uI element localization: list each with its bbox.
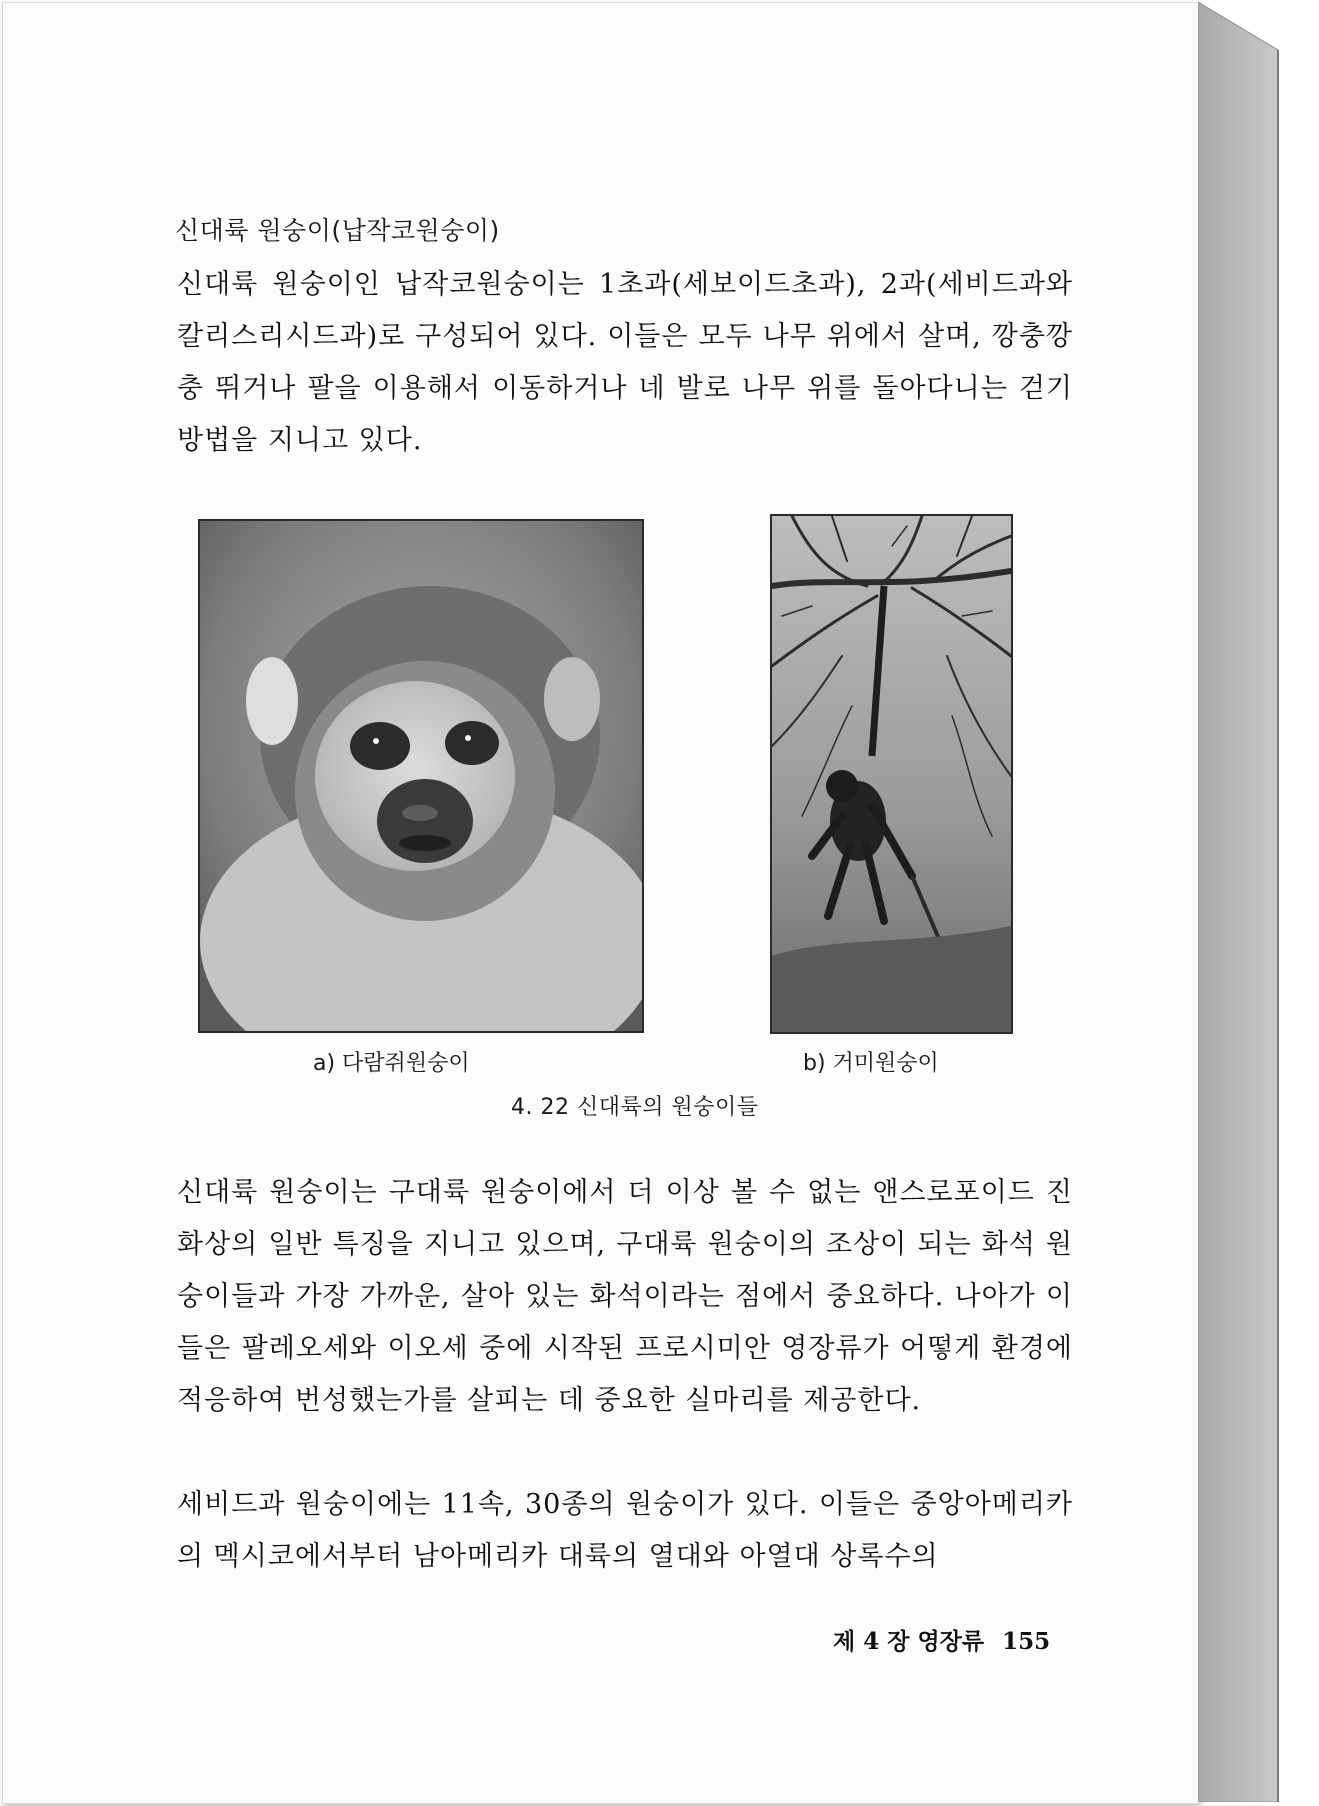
paragraph-intro: 신대륙 원숭이인 납작코원숭이는 1초과(세보이드초과), 2과(세비드과와 칼리스리시드과)로 구성되어 있다. 이들은 모두 나무 위에서 살며, 깡충깡충 뛰거나 팔을 이용해서 이동하거나 네 발로 나무 위를 돌아다니는 걷기 방법을 지니고 있다.	[177, 269, 1073, 456]
book-page	[2, 2, 1199, 1804]
book-edge	[1198, 2, 1284, 1802]
caption-a: a) 다람쥐원숭이	[313, 1051, 470, 1076]
caption-b: b) 거미원숭이	[803, 1051, 939, 1076]
running-footer	[833, 1623, 1050, 1656]
paragraph-cebidae: 세비드과 원숭이에는 11속, 30종의 원숭이가 있다. 이들은 중앙아메리카의 멕시코에서부터 남아메리카 대륙의 열대와 아열대 상록수의	[177, 1489, 1073, 1572]
page-number: 155	[1002, 1628, 1051, 1655]
squirrel-monkey-photo	[198, 519, 644, 1033]
section-title: 신대륙 원숭이(납작코원숭이)	[175, 216, 500, 245]
book	[2, 2, 1282, 1802]
spider-monkey-photo	[770, 514, 1013, 1034]
figure-title: 4. 22 신대륙의 원숭이들	[511, 1095, 759, 1120]
chapter-label: 제 4 장 영장류	[833, 1628, 985, 1655]
paragraph-significance: 신대륙 원숭이는 구대륙 원숭이에서 더 이상 볼 수 없는 앤스로포이드 진화상의 일반 특징을 지니고 있으며, 구대륙 원숭이의 조상이 되는 화석 원숭이들과 가장 가까운, 살아 있는 화석이라는 점에서 중요하다. 나아가 이들은 팔레오세와 이오세 중에 시작된 프로시미안 영장류가 어떻게 환경에 적응하여 번성했는가를 살피는 데 중요한 실마리를 제공한다.	[177, 1177, 1073, 1416]
